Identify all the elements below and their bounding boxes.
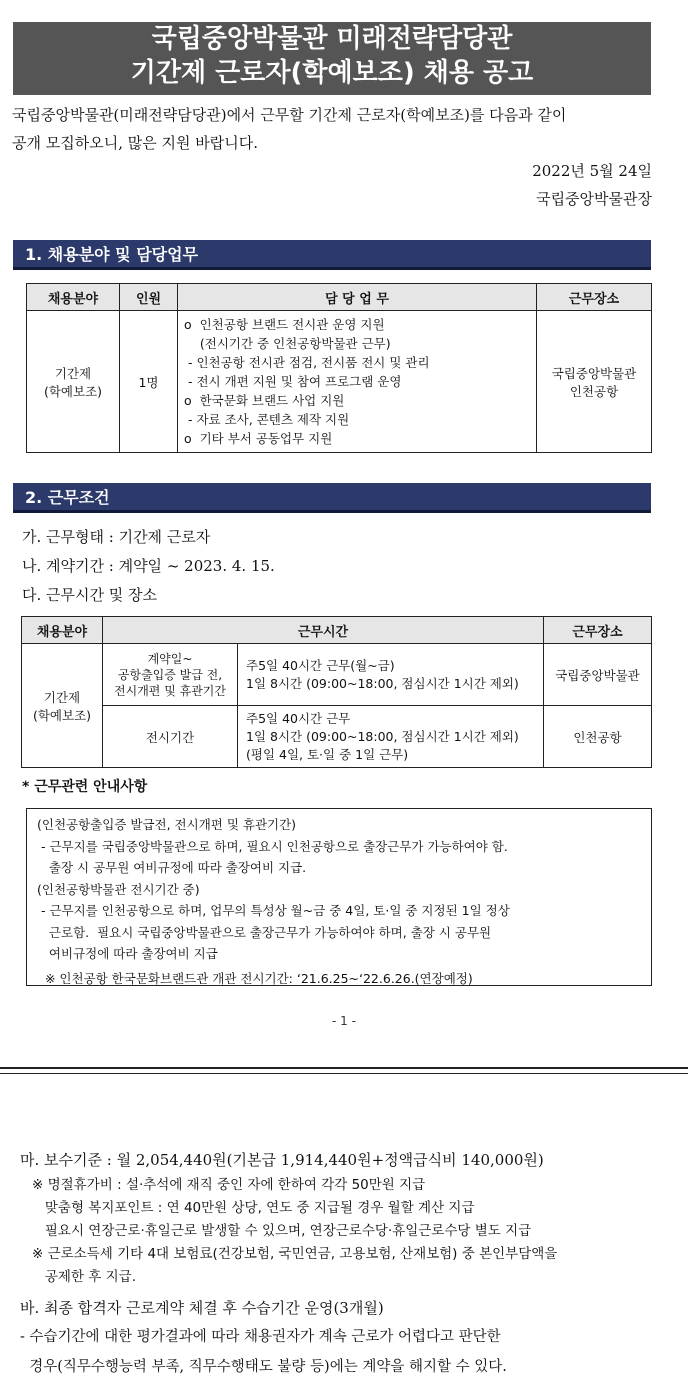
note-line: (인천공항출입증 발급전, 전시개편 및 휴관기간) bbox=[37, 817, 297, 832]
pay-standard: 마. 보수기준 : 월 2,054,440원(기본급 1,914,440원+정액급식비 140,000원) bbox=[20, 1151, 544, 1169]
page-title bbox=[13, 22, 651, 95]
probation-heading: 바. 최종 합격자 근로계약 체결 후 수습기간 운영(3개월) bbox=[20, 1299, 384, 1317]
period-cell: 전시기간 bbox=[103, 706, 238, 768]
place-cell: 국립중앙박물관 bbox=[544, 644, 652, 706]
header-place: 근무장소 bbox=[544, 617, 652, 644]
section1-heading: 1. 채용분야 및 담당업무 bbox=[13, 240, 651, 270]
hours-cell: 주5일 40시간 근무 1일 8시간 (09:00~18:00, 점심시간 1시간 제외) (평일 4일, 토·일 중 1일 근무) bbox=[238, 706, 544, 768]
announcement-date: 2022년 5월 24일 bbox=[532, 162, 652, 180]
section2-heading: 2. 근무조건 bbox=[13, 483, 651, 513]
condition-item: 가. 근무형태 : 기간제 근로자 bbox=[22, 528, 211, 546]
recruitment-table bbox=[26, 283, 652, 453]
header-duties: 담 당 업 무 bbox=[178, 284, 537, 311]
intro-line-2: 공개 모집하오니, 많은 지원 바랍니다. bbox=[12, 134, 258, 152]
pay-section bbox=[20, 1146, 670, 1289]
page-number: - 1 - bbox=[332, 1014, 356, 1028]
probation-line: 경우(직무수행능력 부족, 직무수행태도 불량 등)에는 계약을 해지할 수 있다. bbox=[20, 1359, 507, 1375]
duties-cell bbox=[178, 311, 537, 453]
intro-line-1: 국립중앙박물관(미래전략담당관)에서 근무할 기간제 근로자(학예보조)를 다음과 같이 bbox=[12, 106, 567, 124]
duty-line: - 전시 개편 지원 및 참여 프로그램 운영 bbox=[184, 374, 402, 389]
work-hours-table bbox=[21, 616, 652, 768]
field-cell: 기간제 (학예보조) bbox=[27, 311, 120, 453]
issuing-organization: 국립중앙박물관장 bbox=[536, 190, 652, 208]
note-line: 여비규정에 따라 출장여비 지급 bbox=[37, 946, 218, 961]
hours-cell: 주5일 40시간 근무(월~금) 1일 8시간 (09:00~18:00, 점심시간 1시간 제외) bbox=[238, 644, 544, 706]
condition-item: 다. 근무시간 및 장소 bbox=[22, 586, 157, 604]
pay-note-line: 필요시 연장근로·휴일근로 발생할 수 있으며, 연장근로수당·휴일근로수당 별도 지급 bbox=[32, 1223, 532, 1239]
place-cell: 인천공항 bbox=[544, 706, 652, 768]
pay-note-line: ※ 근로소득세 기타 4대 보험료(건강보험, 국민연금, 고용보험, 산재보험) 중 본인부담액을 bbox=[32, 1246, 558, 1262]
note-line: 근로함. 필요시 국립중앙박물관으로 출장근무가 가능하여야 하며, 출장 시 공무원 bbox=[37, 924, 492, 940]
pay-note-line: 맞춤형 복지포인트 : 연 40만원 상당, 연도 중 지급될 경우 월할 계산 지급 bbox=[32, 1200, 475, 1216]
header-hours: 근무시간 bbox=[103, 617, 544, 644]
count-cell: 1명 bbox=[120, 311, 178, 453]
condition-item: 나. 계약기간 : 계약일 ~ 2023. 4. 15. bbox=[22, 557, 275, 575]
title-line-1: 국립중앙박물관 미래전략담당관 bbox=[151, 24, 513, 54]
header-field: 채용분야 bbox=[22, 617, 103, 644]
field-cell: 기간제 (학예보조) bbox=[22, 644, 103, 768]
page-divider bbox=[0, 1073, 688, 1074]
header-field: 채용분야 bbox=[27, 284, 120, 311]
duty-line: (전시기간 중 인천공항박물관 근무) bbox=[184, 336, 391, 351]
pay-note-line: ※ 명절휴가비 : 설·추석에 재직 중인 자에 한하여 각각 50만원 지급 bbox=[32, 1177, 426, 1193]
note-line: 출장 시 공무원 여비규정에 따라 출장여비 지급. bbox=[37, 860, 307, 875]
note-line: ※ 인천공항 한국문화브랜드관 개관 전시기간: ‘21.6.25~‘22.6.26.(연장예정) bbox=[37, 970, 473, 986]
intro-paragraph bbox=[12, 101, 662, 157]
pay-notes bbox=[20, 1174, 670, 1289]
notes-box bbox=[26, 808, 652, 986]
probation-section bbox=[20, 1294, 670, 1382]
duty-line: o 기타 부서 공동업무 지원 bbox=[184, 431, 333, 446]
period-cell: 계약일~ 공항출입증 발급 전, 전시개편 및 휴관기간 bbox=[103, 644, 238, 706]
probation-line: - 수습기간에 대한 평가결과에 따라 채용권자가 계속 근로가 어렵다고 판단한 bbox=[20, 1329, 501, 1345]
notes-title: * 근무관련 안내사항 bbox=[22, 779, 148, 795]
note-line: (인천공항박물관 전시기간 중) bbox=[37, 881, 200, 897]
title-line-2: 기간제 근로자(학예보조) 채용 공고 bbox=[130, 58, 534, 88]
duty-line: - 자료 조사, 콘텐츠 제작 지원 bbox=[184, 412, 350, 427]
place-cell: 국립중앙박물관 인천공항 bbox=[537, 311, 652, 453]
page-divider bbox=[0, 1067, 688, 1069]
pay-note-line: 공제한 후 지급. bbox=[32, 1269, 136, 1285]
note-line: - 근무지를 국립중앙박물관으로 하며, 필요시 인천공항으로 출장근무가 가능하여야 함. bbox=[37, 838, 508, 854]
duty-line: o 한국문화 브랜드 사업 지원 bbox=[184, 393, 345, 408]
header-place: 근무장소 bbox=[537, 284, 652, 311]
note-line: - 근무지를 인천공항으로 하며, 업무의 특성상 월~금 중 4일, 토·일 중 지정된 1일 정상 bbox=[37, 903, 510, 918]
duty-line: o 인천공항 브랜드 전시관 운영 지원 bbox=[184, 317, 385, 332]
header-count: 인원 bbox=[120, 284, 178, 311]
duty-line: - 인천공항 전시관 점검, 전시품 전시 및 관리 bbox=[184, 355, 430, 370]
